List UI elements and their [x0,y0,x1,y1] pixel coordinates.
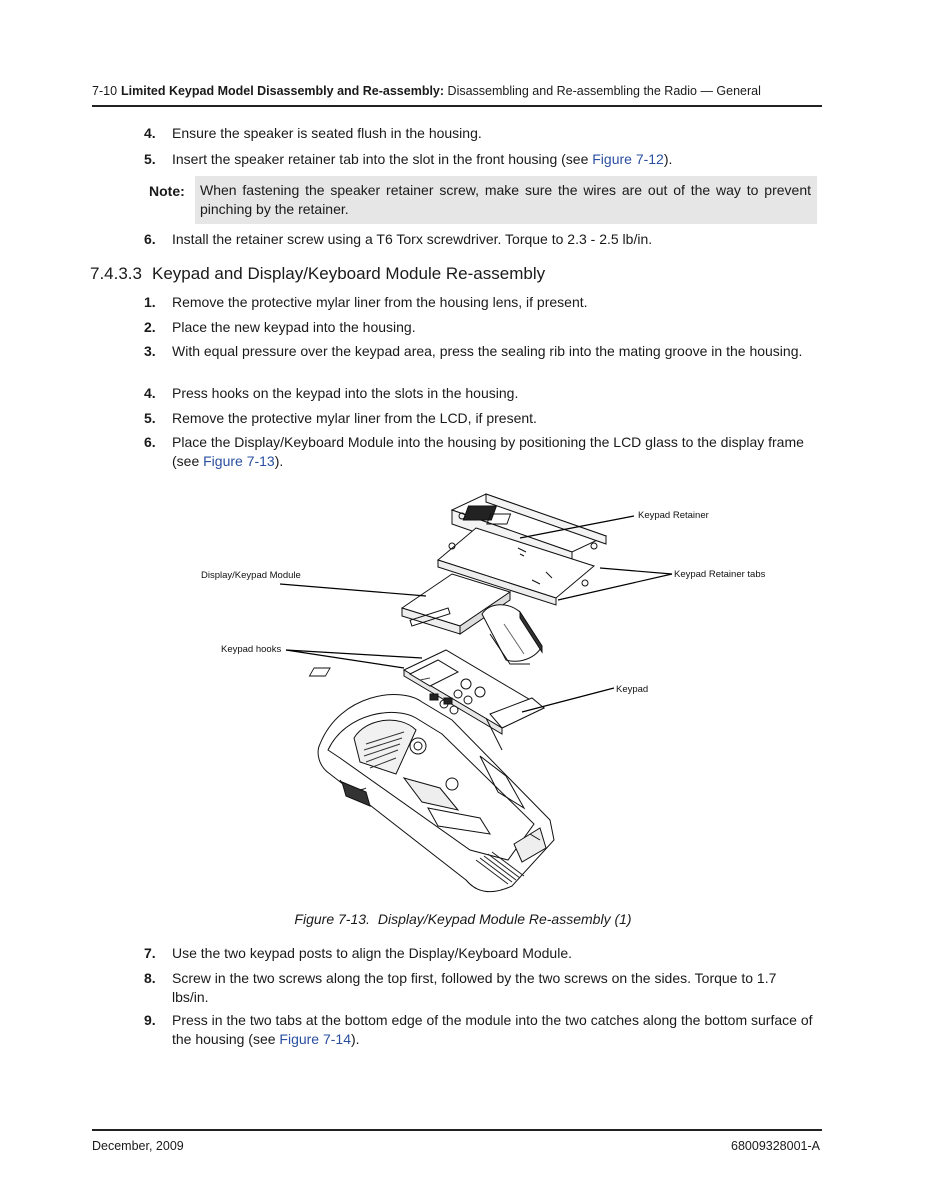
step-number: 6. [144,434,156,450]
step-text: Install the retainer screw using a T6 Torx screwdriver. Torque to 2.3 - 2.5 lb/in. [172,231,653,247]
step-number: 4. [144,385,156,401]
step-item [144,969,816,1007]
assembly-figure [190,488,790,898]
label-keypad-retainer-tabs: Keypad Retainer tabs [674,569,766,580]
step-text: Press in the two tabs at the bottom edge of the module into the two catches along the bottom surface of the housing (see [172,1012,813,1047]
label-display-keypad-module: Display/Keypad Module [201,570,301,581]
step-number: 2. [144,319,156,335]
step-number: 8. [144,970,156,986]
figure-caption-text: Display/Keypad Module Re-assembly (1) [377,911,632,927]
step-item [144,124,816,143]
step-item [144,150,816,169]
figure-caption-number: Figure 7-13. [294,911,370,927]
step-text: Press hooks on the keypad into the slots in the housing. [172,385,519,401]
step-number: 6. [144,231,156,247]
footer-date: December, 2009 [92,1139,184,1153]
step-text: Remove the protective mylar liner from the LCD, if present. [172,410,537,426]
step-item [144,342,816,361]
section-number: 7.4.3.3 [90,264,142,283]
footer-doc-id: 68009328001-A [731,1139,820,1153]
step-text: With equal pressure over the keypad area, press the sealing rib into the mating groove in the housing. [172,343,803,359]
note-box [195,176,817,224]
note-label: Note: [149,183,185,199]
section-title: Keypad and Display/Keyboard Module Re-assembly [152,264,546,283]
exploded-view-illustration [190,488,790,898]
step-text: Remove the protective mylar liner from the housing lens, if present. [172,294,588,310]
step-text: Place the Display/Keyboard Module into the housing by positioning the LCD glass to the display frame (see [172,434,804,469]
step-text: Screw in the two screws along the top first, followed by the two screws on the sides. Torque to 1.7 lbs/in. [172,970,777,1005]
step-text-end: ). [351,1031,360,1047]
label-keypad: Keypad [616,684,649,695]
header-chapter-title: Limited Keypad Model Disassembly and Re-assembly: [121,84,445,98]
note-text: When fastening the speaker retainer screw, make sure the wires are out of the way to prevent pinching by the retainer. [200,182,811,217]
step-text-end: ). [274,453,284,469]
header-page-number: 7-10 [92,84,118,98]
step-number: 5. [144,151,156,167]
figure-caption [0,909,926,929]
radio-housing-drawing [318,695,554,892]
step-number: 3. [144,343,156,359]
step-item [144,1011,816,1049]
step-item [144,944,816,963]
step-text: Place the new keypad into the housing. [172,319,416,335]
step-text: Ensure the speaker is seated flush in the housing. [172,125,482,141]
figure-7-13-link[interactable]: Figure 7-13 [203,453,275,469]
label-keypad-hooks: Keypad hooks [221,644,282,655]
step-text-end: ). [663,151,673,167]
section-heading [90,263,545,285]
figure-7-14-link[interactable]: Figure 7-14 [279,1031,351,1047]
step-item [144,433,816,471]
step-item [144,384,816,403]
step-number: 4. [144,125,156,141]
page-header [92,82,822,102]
step-text: Insert the speaker retainer tab into the slot in the front housing (see [172,151,593,167]
footer-divider [92,1129,822,1131]
note-block [145,176,817,224]
step-item [144,293,816,312]
step-text: Use the two keypad posts to align the Display/Keyboard Module. [172,945,573,961]
header-divider [92,105,822,107]
step-number: 1. [144,294,156,310]
label-keypad-retainer: Keypad Retainer [638,510,709,521]
step-number: 5. [144,410,156,426]
step-item [144,409,816,428]
step-number: 7. [144,945,156,961]
figure-7-12-link[interactable]: Figure 7-12 [592,151,664,167]
step-number: 9. [144,1012,156,1028]
step-item [144,318,816,337]
step-item [144,230,816,249]
header-section-title: Disassembling and Re-assembling the Radio — General [444,84,761,98]
